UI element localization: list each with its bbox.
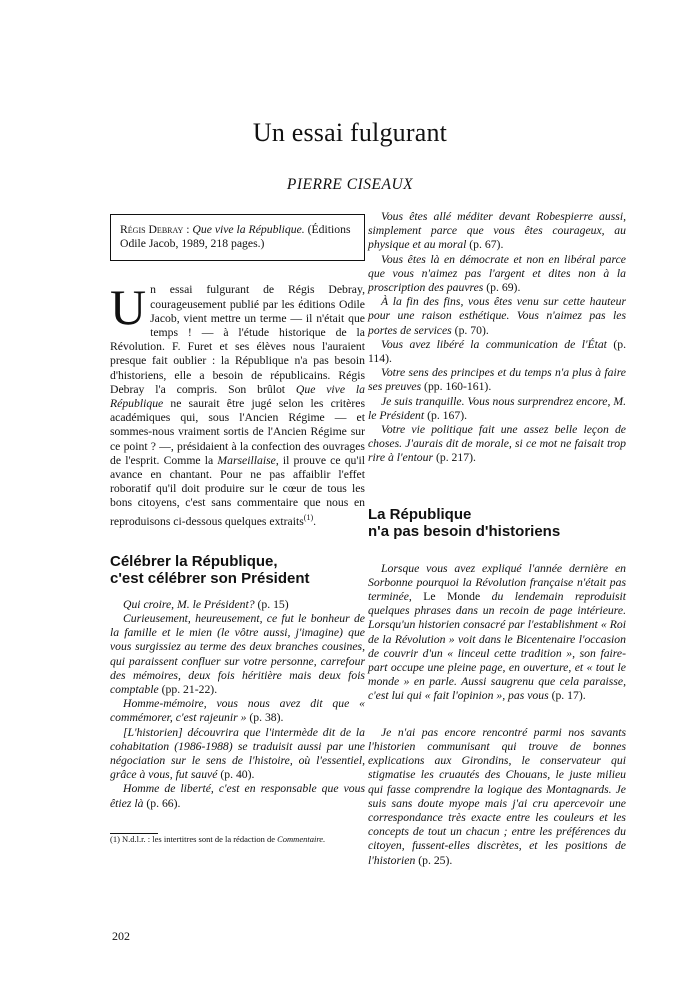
section2-paragraph-2 bbox=[368, 726, 626, 868]
quote-text: [L'historien] découvrira que l'intermède dit de la cohabitation (1986-1988) se traduisit aussi par une négociation sur le sens de l'histoire, où l'essentiel, grâce à vous, fut sauvé bbox=[110, 725, 365, 782]
drop-cap: U bbox=[110, 279, 147, 336]
reference-book-title: Que vive la République. bbox=[192, 223, 305, 236]
quote-ref: (p. 15) bbox=[254, 597, 289, 611]
quote-text: Qui croire, M. le Président? bbox=[123, 597, 255, 611]
quote-text: Vous êtes allé méditer devant Robespierre aussi, simplement parce que vous êtes courageux, au physique et au moral bbox=[368, 210, 626, 252]
quote-item bbox=[368, 423, 626, 466]
quote-ref: (p. 67). bbox=[466, 238, 504, 252]
intro-text-2: ne saurait être jugé selon les critères académiques qui, sous l'Ancien Régime — et sommes-nous vraiment sortis de l'Ancien Régime sur ce point ? —, présidaient à la confection des ouvrages de l'esprit. Comme la bbox=[110, 397, 365, 467]
quote-item bbox=[368, 295, 626, 338]
quote-ref: (p. 114). bbox=[368, 337, 626, 366]
quote-item bbox=[110, 782, 365, 810]
book-reference-box bbox=[110, 214, 365, 261]
footnote bbox=[110, 834, 365, 844]
intro-book-title: Que vive la République bbox=[110, 382, 365, 411]
quote-item bbox=[110, 697, 365, 725]
left-column bbox=[110, 210, 365, 844]
intro-end: . bbox=[313, 514, 317, 528]
quote-item bbox=[368, 253, 626, 296]
para1-part-b: du lendemain reproduisit quelques phrases dans un recoin de page intérieure. Lorsqu'un historien consacré par l'establishment « Roi de la Révolution » voit dans le Bicentenaire l'occasion de couvrir d'un « linceul cette tradition », son faire-part occupe une pleine page, en ouverture, et « tout le monde » en parle. Aussi saugrenu que cela paraisse, c'est lui qui « fait l'opinion », pas vous bbox=[368, 590, 627, 703]
quote-ref: (p. 69). bbox=[483, 281, 521, 295]
quote-item bbox=[110, 612, 365, 697]
quote-ref: (p. 25). bbox=[415, 853, 453, 867]
quote-item bbox=[368, 395, 626, 423]
article-author: PIERRE CISEAUX bbox=[286, 176, 414, 193]
quote-text: Vous êtes là en démocrate et non en libéral parce que vous n'aimez pas l'argent et dites non à la proscription des pauvres bbox=[368, 252, 626, 295]
section1-heading-line2: c'est célébrer son Président bbox=[110, 569, 310, 587]
reference-publisher: (Éditions Odile Jacob, 1989, 218 pages.) bbox=[120, 223, 351, 251]
page-number: 202 bbox=[112, 929, 130, 943]
quote-item bbox=[368, 210, 626, 253]
quote-text: Homme-mémoire, vous nous avez dit que « commémorer, c'est rajeunir » bbox=[110, 697, 365, 725]
quote-item bbox=[110, 726, 365, 783]
quote-text: Votre sens des principes et du temps n'a plus à faire ses preuves bbox=[368, 366, 626, 394]
intro-text-1: n essai fulgurant de Régis Debray, courageusement publié par les éditions Odile Jacob, vient mettre un terme — il n'était que temps ! — à l'étude historique de la Révolution. F. Furet et ses élèves nous l'auraient presque fait oublier : la République n'a pas besoin d'historiens, elle a besoin de républicains. Régis Debray l'a compris. Son brûlot bbox=[110, 283, 365, 396]
section2-paragraph-1 bbox=[368, 562, 626, 704]
quote-ref: (p. 17). bbox=[548, 689, 586, 703]
quote-text: Je suis tranquille. Vous nous surprendrez encore, M. le Président bbox=[368, 394, 626, 422]
quote-text: Homme de liberté, c'est en responsable que vous êtiez là bbox=[110, 782, 365, 810]
reference-separator: : bbox=[183, 223, 193, 236]
intro-text-3: , il prouve ce qu'il avance en chantant. Pour ne pas affaiblir l'effet roboratif qu'il doit produire sur le cœur de tous les bons citoyens, c'est sans commentaire que nous en reproduisons ci-dessous quelques extraits bbox=[110, 453, 365, 528]
quote-ref: (p. 167). bbox=[424, 408, 468, 422]
section2-heading-line2: n'a pas besoin d'historiens bbox=[368, 522, 561, 540]
intro-marseillaise: Marseillaise bbox=[217, 453, 276, 467]
section2-heading bbox=[368, 506, 626, 540]
quote-item bbox=[368, 338, 626, 366]
footnote-reference[interactable]: (1) bbox=[303, 512, 314, 522]
reference-author: Régis Debray bbox=[120, 223, 184, 236]
quote-item bbox=[368, 366, 626, 394]
quote-ref: (p. 217). bbox=[433, 451, 476, 465]
quote-text: Votre vie politique fait une assez belle leçon de choses. J'aurais dit de morale, si ce mot ne faisait trop rire à l'entour bbox=[368, 423, 626, 465]
quote-text: Curieusement, heureusement, ce fut le bonheur de la famille et le mien (le vôtre aussi, j'imagine) que vous surgissiez au terme des deux branches cousines, qui paraissent confluer sur votre personne, carrefour des mémoires, deux fois héritière mais deux fois comptable bbox=[110, 611, 365, 696]
footnote-label: (1) N.d.l.r. : les intertitres sont de la rédaction de bbox=[110, 833, 278, 844]
article-title: Un essai fulgurant bbox=[252, 118, 448, 147]
quote-item bbox=[110, 598, 365, 612]
quote-ref: (p. 66). bbox=[143, 796, 181, 810]
quote-text: À la fin des fins, vous êtes venu sur cette hauteur pour une raison esthétique. Vous n'aimez pas les portes de services bbox=[368, 295, 626, 337]
section1-quotes bbox=[110, 598, 365, 811]
intro-paragraph bbox=[110, 279, 365, 528]
quote-ref: (p. 40). bbox=[217, 768, 255, 782]
section2-heading-line1: La République bbox=[368, 505, 472, 523]
para1-le-monde: Le Monde bbox=[423, 590, 481, 604]
section1-heading-line1: Célébrer la République, bbox=[110, 552, 278, 570]
footnote-source: Commentaire. bbox=[277, 833, 326, 844]
para1-part-a: Lorsque vous avez expliqué l'année dernière en Sorbonne pourquoi la Révolution française n'était pas terminée, bbox=[368, 561, 626, 604]
quote-ref: (p. 70). bbox=[451, 323, 489, 337]
para2-text: Je n'ai pas encore rencontré parmi nos savants l'historien communisant qui trouve de bonnes explications aux Girondins, le conservateur qui stigmatise les cruautés des Chouans, le juste milieu qui fasse comprendre la logique des Montagnards. Je suis sans doute myope mais j'ai cru apercevoir une correspondance très exacte entre les couleurs et les concepts de tout un chacun ; entre les préférences du citoyen, fussent-elles discrètes, et les positions de l'historien bbox=[368, 725, 626, 867]
quote-ref: (pp. 21-22). bbox=[158, 682, 218, 696]
quote-ref: (pp. 160-161). bbox=[421, 380, 492, 394]
quote-ref: (p. 38). bbox=[246, 711, 284, 725]
quote-text: Vous avez libéré la communication de l'État bbox=[381, 337, 607, 351]
section1-heading bbox=[110, 553, 365, 587]
right-column bbox=[368, 210, 626, 868]
